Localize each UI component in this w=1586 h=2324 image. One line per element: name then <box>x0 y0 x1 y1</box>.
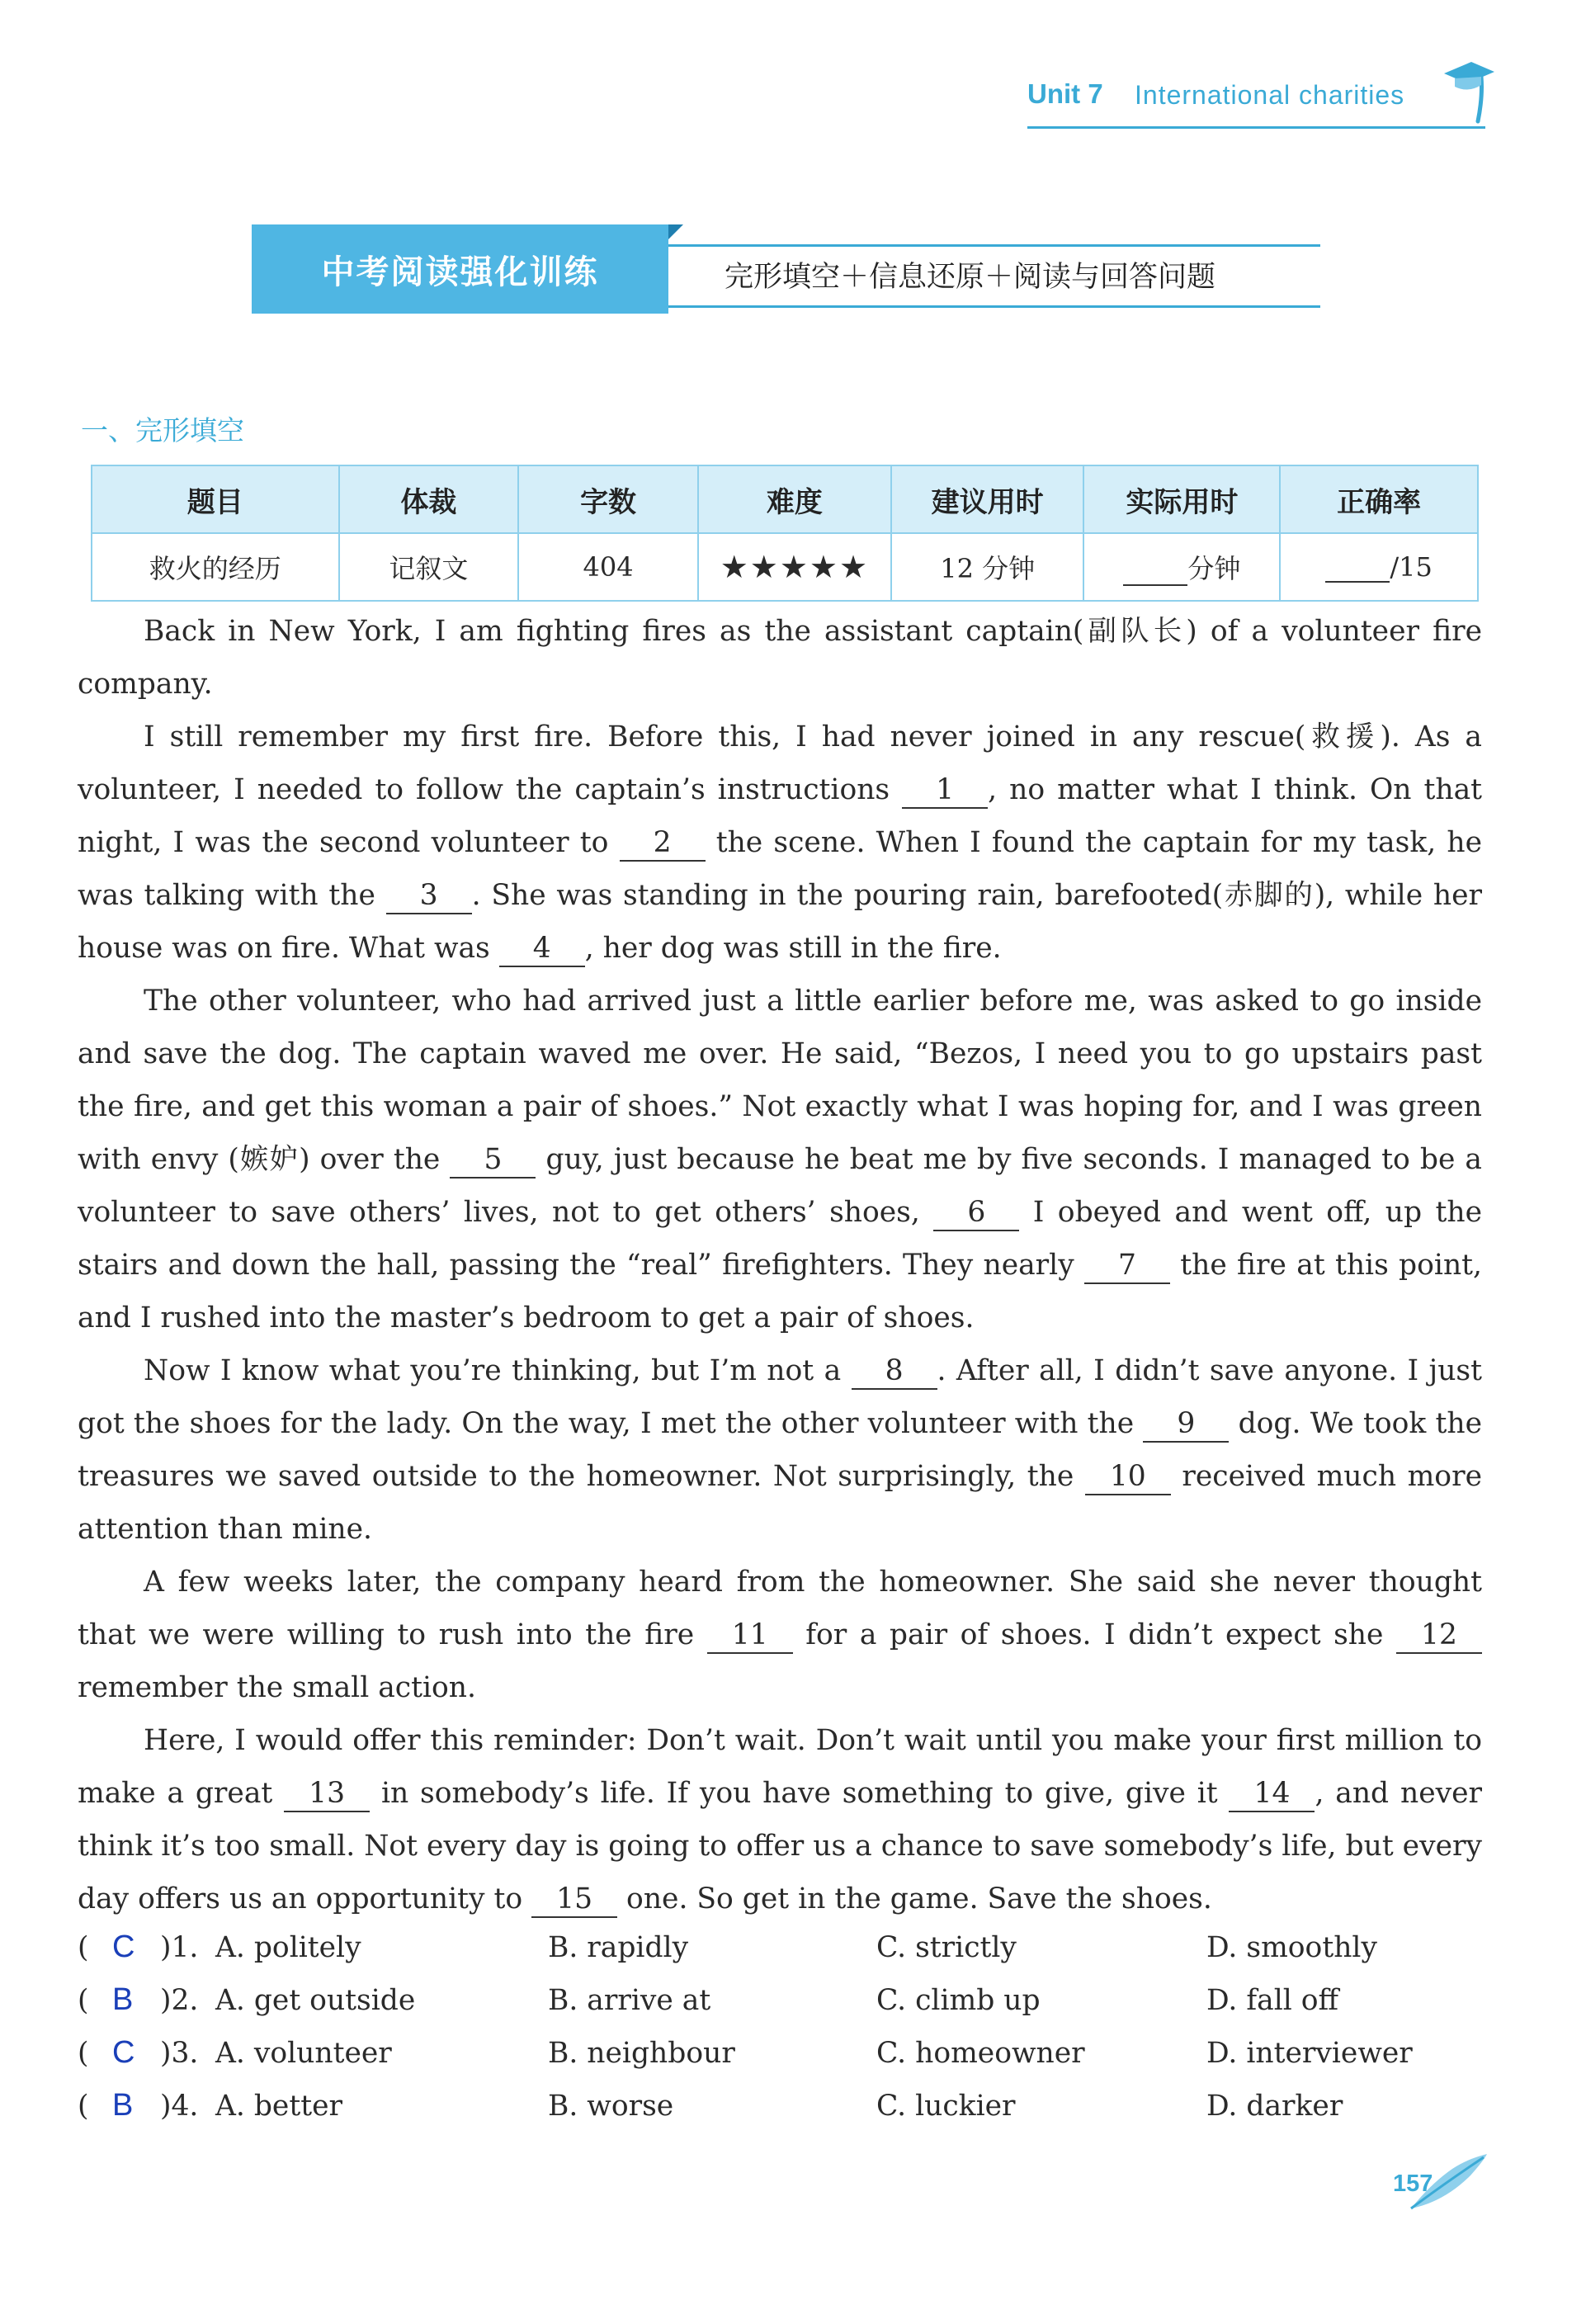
cloze-blank[interactable]: 10 <box>1085 1459 1171 1495</box>
banner-fold <box>668 224 683 239</box>
difficulty-stars: ★★★★★ <box>720 549 870 585</box>
cloze-blank[interactable]: 12 <box>1396 1618 1482 1654</box>
banner-title: 中考阅读强化训练 <box>321 253 599 291</box>
question-row <box>78 1976 1482 2029</box>
answer-mark[interactable]: B <box>112 1982 134 2017</box>
cloze-blank[interactable]: 2 <box>620 825 706 862</box>
option-a[interactable]: A. get outside <box>215 1984 416 2017</box>
passage-text: , her dog was still in the fire. <box>584 932 1002 965</box>
difficulty-cell <box>698 533 891 601</box>
question-number: )1. <box>160 1931 199 1964</box>
option-b[interactable]: B. neighbour <box>548 2037 735 2070</box>
passage-text: the fire at this point, and I rushed into the master’s bedroom to get a pair of shoes. <box>78 1249 1482 1334</box>
option-d[interactable]: D. interviewer <box>1206 2037 1413 2070</box>
option-a[interactable]: A. better <box>215 2090 342 2123</box>
question-row <box>78 2029 1482 2081</box>
cloze-passage <box>78 605 1482 1925</box>
cloze-blank[interactable]: 8 <box>852 1353 937 1390</box>
graduation-cap-icon <box>1440 55 1498 130</box>
passage-text: . After all, I didn’t save anyone. I just got the shoes for the lady. On the way, I met the other volunteer with the <box>78 1354 1482 1440</box>
answer-mark[interactable]: B <box>112 2088 134 2123</box>
table-row <box>92 533 1478 601</box>
cloze-blank[interactable]: 7 <box>1084 1248 1170 1284</box>
option-a[interactable]: A. politely <box>215 1931 361 1964</box>
table-header-cell: 题目 <box>92 465 339 533</box>
table-header-cell: 难度 <box>698 465 891 533</box>
option-b[interactable]: B. arrive at <box>548 1984 711 2017</box>
cloze-blank[interactable]: 5 <box>450 1142 536 1179</box>
question-number: )4. <box>160 2090 199 2123</box>
option-c[interactable]: C. luckier <box>876 2090 1016 2123</box>
table-header-row <box>92 465 1478 533</box>
question-options <box>78 1923 1482 2134</box>
actual-time-cell[interactable] <box>1083 533 1280 601</box>
banner-rule-top <box>668 244 1320 247</box>
passage-text: I still remember my first fire. Before this, I had never joined in any rescue(救援). As a volunteer, I needed to follow the captain’s instructions <box>78 720 1482 806</box>
banner-subtitle: 完形填空＋信息还原＋阅读与回答问题 <box>725 261 1216 294</box>
paragraph <box>78 975 1482 1344</box>
banner-rule-bottom <box>668 305 1320 308</box>
unit-number: Unit 7 <box>1027 78 1103 109</box>
cloze-blank[interactable]: 13 <box>284 1776 370 1812</box>
passage-text: received much more attention than mine. <box>78 1460 1482 1546</box>
option-a[interactable]: A. volunteer <box>215 2037 392 2070</box>
answer-paren: ( <box>78 1931 89 1964</box>
passage-text: for a pair of shoes. I didn’t expect she <box>792 1618 1396 1651</box>
paragraph <box>78 1556 1482 1714</box>
cloze-blank[interactable]: 9 <box>1143 1406 1229 1443</box>
paragraph <box>78 1714 1482 1925</box>
suggested-time-cell: 12 分钟 <box>891 533 1084 601</box>
question-row <box>78 1923 1482 1976</box>
paragraph <box>78 711 1482 975</box>
question-number: )3. <box>160 2037 199 2070</box>
option-c[interactable]: C. climb up <box>876 1984 1041 2017</box>
answer-mark[interactable]: C <box>112 2035 135 2070</box>
genre-cell: 记叙文 <box>339 533 519 601</box>
page-number: 157 <box>1393 2170 1433 2197</box>
table-header-cell: 正确率 <box>1280 465 1478 533</box>
passage-text: , and never think it’s too small. Not every day is going to offer us a chance to save somebody’s life, but every day offers us an opportunity to <box>78 1777 1483 1915</box>
topic-cell: 救火的经历 <box>92 533 339 601</box>
accuracy-blank[interactable] <box>1325 558 1390 583</box>
answer-mark[interactable]: C <box>112 1930 135 1964</box>
actual-time-unit: 分钟 <box>1187 553 1241 584</box>
header-rule <box>1027 126 1485 129</box>
answer-paren: ( <box>78 2090 89 2123</box>
passage-text: , no matter what I think. On that night, I was the second volunteer to <box>78 773 1482 859</box>
running-header <box>949 78 1494 128</box>
cloze-blank[interactable]: 4 <box>499 931 585 967</box>
section-banner <box>252 224 668 314</box>
table-header-cell: 建议用时 <box>891 465 1084 533</box>
cloze-blank[interactable]: 6 <box>933 1195 1019 1231</box>
passage-text: dog. We took the treasures we saved outside to the homeowner. Not surprisingly, the <box>78 1407 1482 1493</box>
accuracy-suffix: /15 <box>1390 551 1433 583</box>
passage-text: the scene. When I found the captain for my task, he was talking with the <box>78 826 1482 912</box>
passage-text: one. So get in the game. Save the shoes. <box>617 1882 1212 1915</box>
answer-paren: ( <box>78 1984 89 2017</box>
passage-text: A few weeks later, the company heard from the homeowner. She said she never thought that we were willing to rush into the fire <box>78 1566 1482 1651</box>
answer-paren: ( <box>78 2037 89 2070</box>
option-b[interactable]: B. rapidly <box>548 1931 689 1964</box>
paragraph <box>78 1344 1482 1556</box>
option-b[interactable]: B. worse <box>548 2090 674 2123</box>
passage-text: Back in New York, I am fighting fires as the assistant captain(副队长) of a volunteer fire company. <box>78 615 1482 701</box>
cloze-blank[interactable]: 14 <box>1229 1776 1315 1812</box>
passage-text: Here, I would offer this reminder: Don’t wait. Don’t wait until you make your first million to make a great <box>78 1724 1482 1810</box>
unit-title: International charities <box>1135 80 1405 110</box>
word-count-cell: 404 <box>518 533 698 601</box>
option-d[interactable]: D. darker <box>1206 2090 1343 2123</box>
cloze-blank[interactable]: 11 <box>707 1618 793 1654</box>
passage-text: I obeyed and went off, up the stairs and down the hall, passing the “real” firefighters. They nearly <box>78 1196 1482 1282</box>
accuracy-cell[interactable] <box>1280 533 1478 601</box>
table-header-cell: 字数 <box>518 465 698 533</box>
passage-text: The other volunteer, who had arrived just a little earlier before me, was asked to go inside and save the dog. The captain waved me over. He said, “Bezos, I need you to go upstairs past the fire, and get this woman a pair of shoes.” Not exactly what I was hoping for, and I was green with envy (嫉妒) over the <box>78 985 1482 1176</box>
question-number: )2. <box>160 1984 199 2017</box>
section-heading: 一、完形填空 <box>81 414 244 446</box>
table-header-cell: 实际用时 <box>1083 465 1280 533</box>
passage-text: Now I know what you’re thinking, but I’m not a <box>144 1354 852 1387</box>
option-d[interactable]: D. fall off <box>1206 1984 1339 2017</box>
passage-text: remember the small action. <box>78 1671 476 1704</box>
passage-text: in somebody’s life. If you have something to give, give it <box>370 1777 1230 1810</box>
option-c[interactable]: C. strictly <box>876 1931 1017 1964</box>
exercise-info-table <box>91 465 1479 602</box>
cloze-blank[interactable]: 1 <box>902 772 988 809</box>
option-c[interactable]: C. homeowner <box>876 2037 1085 2070</box>
paragraph <box>78 605 1482 711</box>
cloze-blank[interactable]: 15 <box>531 1882 617 1918</box>
cloze-blank[interactable]: 3 <box>386 878 472 914</box>
question-row <box>78 2081 1482 2134</box>
option-d[interactable]: D. smoothly <box>1206 1931 1377 1964</box>
actual-time-blank[interactable] <box>1123 561 1187 586</box>
passage-text: guy, just because he beat me by five seconds. I managed to be a volunteer to save others’ lives, not to get others’ shoes, <box>78 1143 1482 1229</box>
passage-text: . She was standing in the pouring rain, barefooted(赤脚的), while her house was on fire. What was <box>78 879 1482 965</box>
table-header-cell: 体裁 <box>339 465 519 533</box>
